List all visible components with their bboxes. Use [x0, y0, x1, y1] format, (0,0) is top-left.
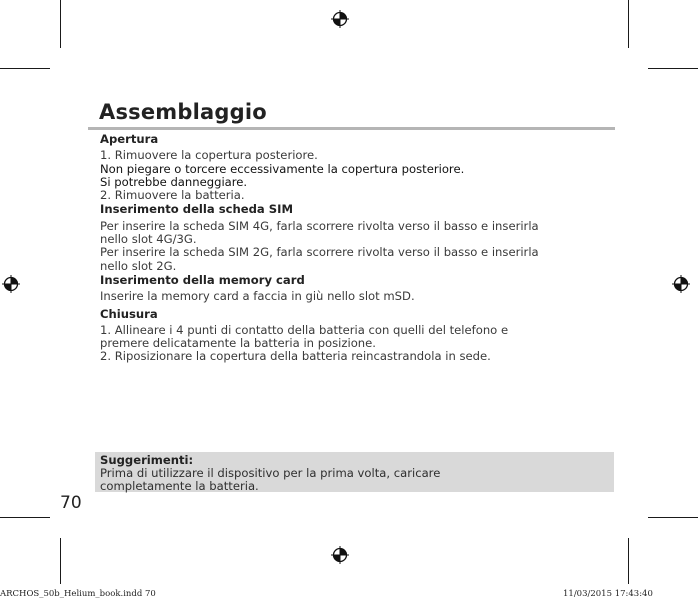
page-title: Assemblaggio [99, 100, 267, 124]
crop-mark-top-left-h [0, 68, 50, 69]
chiusura-line-2: premere delicatamente la batteria in posizione. [100, 336, 376, 351]
page-number: 70 [60, 493, 82, 513]
registration-mark-left-icon [2, 275, 20, 293]
title-underline [88, 127, 615, 130]
heading-chiusura: Chiusura [100, 306, 158, 321]
apertura-warning-1: Non piegare o torcere eccessivamente la copertura posteriore. [100, 161, 465, 176]
heading-apertura: Apertura [100, 132, 159, 146]
crop-mark-top-left [60, 0, 61, 48]
heading-sim: Inserimento della scheda SIM [100, 202, 293, 217]
memory-line-1: Inserire la memory card a faccia in giù nello slot mSD. [100, 289, 415, 304]
sim-line-2: nello slot 4G/3G. [100, 232, 197, 247]
apertura-step-2: 2. Rimuovere la batteria. [100, 188, 245, 203]
crop-mark-bottom-right [628, 538, 629, 584]
sim-line-3: Per inserire la scheda SIM 2G, farla scorrere rivolta verso il basso e inserirla [100, 245, 539, 260]
tips-heading: Suggerimenti: [100, 453, 194, 467]
tips-line-1: Prima di utilizzare il dispositivo per la prima volta, caricare [100, 466, 441, 480]
chiusura-line-1: 1. Allineare i 4 punti di contatto della batteria con quelli del telefono e [100, 322, 509, 337]
crop-mark-bottom-left [60, 538, 61, 584]
registration-mark-right-icon [672, 275, 690, 293]
heading-memory-card: Inserimento della memory card [100, 272, 305, 287]
crop-mark-top-right [628, 0, 629, 48]
chiusura-line-3: 2. Riposizionare la copertura della batteria reincastrandola in sede. [100, 349, 491, 364]
registration-mark-top-icon [331, 10, 349, 28]
sim-line-1: Per inserire la scheda SIM 4G, farla scorrere rivolta verso il basso e inserirla [100, 218, 539, 233]
footer-timestamp: 11/03/2015 17:43:40 [563, 589, 653, 599]
main-content [100, 132, 620, 364]
apertura-step-1: 1. Rimuovere la copertura posteriore. [100, 148, 318, 163]
sim-line-4: nello slot 2G. [100, 258, 177, 273]
footer-file-label: ARCHOS_50b_Helium_book.indd 70 [0, 589, 156, 599]
registration-mark-bottom-icon [331, 546, 349, 564]
tips-box [95, 452, 614, 492]
crop-mark-bottom-left-h [0, 517, 50, 518]
crop-mark-top-right-h [648, 68, 698, 69]
apertura-warning-2: Si potrebbe danneggiare. [100, 174, 248, 189]
crop-mark-bottom-right-h [648, 517, 698, 518]
tips-line-2: completamente la batteria. [100, 479, 259, 493]
